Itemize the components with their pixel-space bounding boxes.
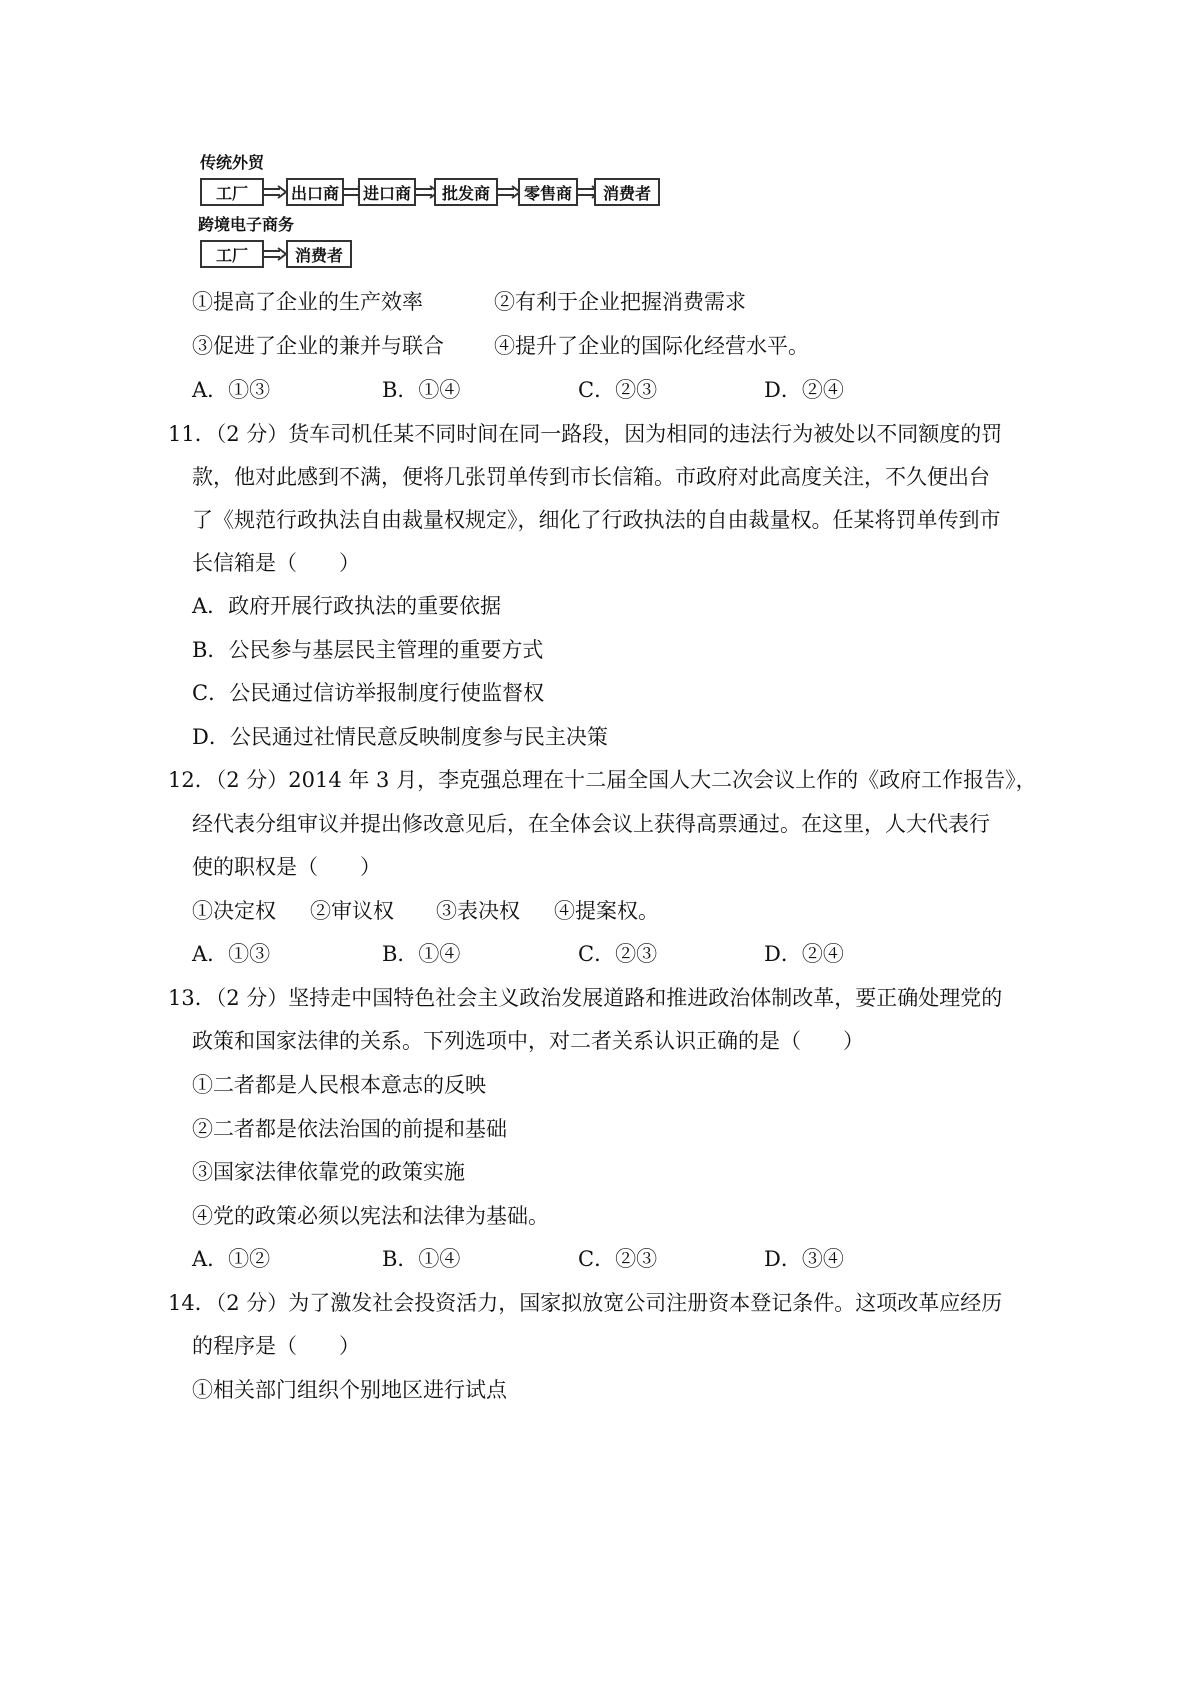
q13-stem-line: 13．（2 分）坚持走中国特色社会主义政治发展道路和推进政治体制改革，要正确处理党的 (168, 986, 1003, 1010)
q13-choice-a: A．①② (192, 1247, 271, 1271)
chain-box-retailer: 零售商 (518, 178, 578, 206)
q10-option-3: ③促进了企业的兼并与联合 (192, 334, 444, 358)
q13-choice-c: C．②③ (578, 1247, 658, 1271)
chain-box-factory: 工厂 (200, 240, 264, 268)
q10-option-4: ④提升了企业的国际化经营水平。 (494, 334, 809, 358)
q13-option-3: ③国家法律依靠党的政策实施 (192, 1160, 465, 1184)
q10-option-2: ②有利于企业把握消费需求 (494, 290, 746, 314)
q10-choice-c: C．②③ (578, 378, 658, 402)
chain-box-wholesaler: 批发商 (434, 178, 498, 206)
q13-option-2: ②二者都是依法治国的前提和基础 (192, 1117, 507, 1141)
q12-choice-c: C．②③ (578, 942, 658, 966)
chain-box-consumer: 消费者 (594, 178, 660, 206)
q10-choice-d: D．②④ (764, 378, 844, 402)
q14-option-1: ①相关部门组织个别地区进行试点 (192, 1378, 507, 1402)
traditional-trade-title: 传统外贸 (200, 153, 265, 172)
q13-option-4: ④党的政策必须以宪法和法律为基础。 (192, 1204, 549, 1228)
q12-stem-line: 使的职权是（ ） (192, 855, 381, 879)
q11-stem-line: 款，他对此感到不满，便将几张罚单传到市长信箱。市政府对此高度关注，不久便出台 (192, 465, 990, 489)
chain-box-exporter: 出口商 (286, 178, 344, 206)
q11-stem-line: 了《规范行政执法自由裁量权规定》，细化了行政执法的自由裁量权。任某将罚单传到市 (192, 508, 1001, 532)
q12-choice-b: B．①④ (382, 942, 461, 966)
q10-option-1: ①提高了企业的生产效率 (192, 290, 423, 314)
q10-choice-b: B．①④ (382, 378, 461, 402)
q13-choice-d: D．③④ (764, 1247, 844, 1271)
q14-stem-line: 14．（2 分）为了激发社会投资活力，国家拟放宽公司注册资本登记条件。这项改革应经历 (168, 1291, 1003, 1315)
double-arrow-icon (264, 247, 288, 261)
chain-box-factory: 工厂 (200, 178, 264, 206)
chain-box-importer: 进口商 (358, 178, 416, 206)
double-arrow-icon (264, 185, 288, 199)
q12-stem-line: 经代表分组审议并提出修改意见后，在全体会议上获得高票通过。在这里，人大代表行 (192, 812, 990, 836)
q14-stem-line: 的程序是（ ） (192, 1334, 360, 1358)
q13-stem-line: 政策和国家法律的关系。下列选项中，对二者关系认识正确的是（ ） (192, 1029, 864, 1053)
q12-option-4: ④提案权。 (554, 899, 659, 923)
q11-choice-a: A．政府开展行政执法的重要依据 (192, 594, 502, 618)
q13-choice-b: B．①④ (382, 1247, 461, 1271)
q12-choice-d: D．②④ (764, 942, 844, 966)
q12-choice-a: A．①③ (192, 942, 271, 966)
chain-box-consumer: 消费者 (286, 240, 352, 268)
crossborder-ecommerce-title: 跨境电子商务 (198, 215, 295, 234)
q12-stem-line: 12．（2 分）2014 年 3 月，李克强总理在十二届全国人大二次会议上作的《政府工作报告》， (168, 768, 1037, 792)
q11-choice-c: C．公民通过信访举报制度行使监督权 (192, 681, 545, 705)
q11-stem-line: 长信箱是（ ） (192, 551, 360, 575)
q11-choice-d: D．公民通过社情民意反映制度参与民主决策 (192, 725, 608, 749)
q11-choice-b: B．公民参与基层民主管理的重要方式 (192, 638, 544, 662)
q13-option-1: ①二者都是人民根本意志的反映 (192, 1073, 486, 1097)
q11-stem-line: 11．（2 分）货车司机任某不同时间在同一路段，因为相同的违法行为被处以不同额度的罚 (168, 422, 1003, 446)
q10-choice-a: A．①③ (192, 378, 271, 402)
q12-option-3: ③表决权 (436, 899, 520, 923)
q12-option-2: ②审议权 (310, 899, 394, 923)
q12-option-1: ①决定权 (192, 899, 276, 923)
